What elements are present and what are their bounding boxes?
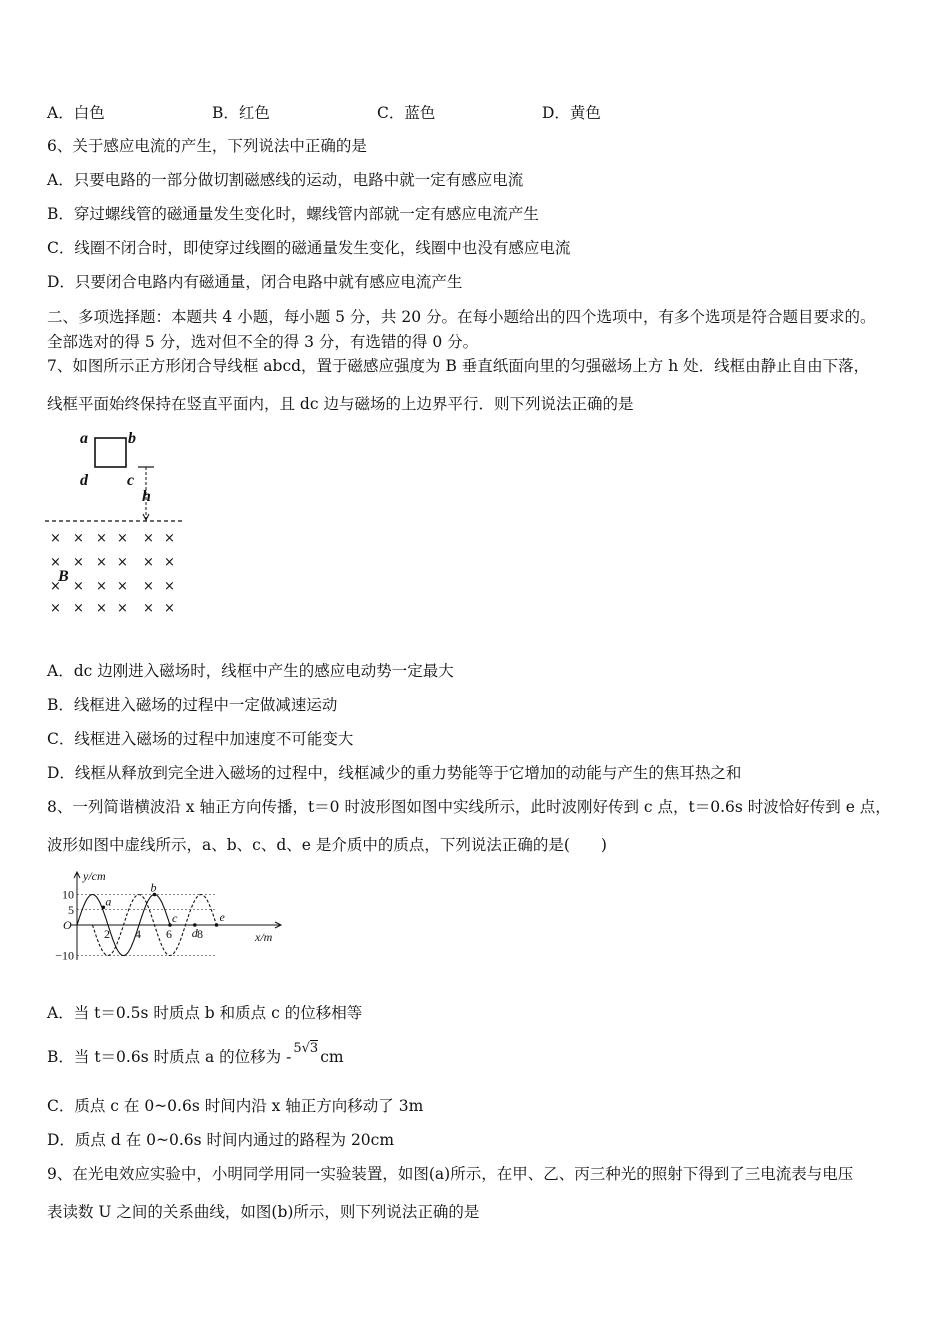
q8-stem-1: 8、一列简谐横波沿 x 轴正方向传播，t＝0 时波形图如图中实线所示，此时波刚好传到 c 点，t＝0.6s 时波恰好传到 e 点， (47, 798, 891, 816)
q6-option-d: D．只要闭合电路内有磁通量，闭合电路中就有感应电流产生 (47, 273, 463, 291)
field-cross-mark: × (117, 601, 128, 616)
q7-option-d: D．线框从释放到完全进入磁场的过程中，线框减少的重力势能等于它增加的动能与产生的焦耳热之和 (47, 764, 742, 782)
q6-option-a: A．只要电路的一部分做切割磁感线的运动，电路中就一定有感应电流 (47, 171, 524, 189)
field-cross-mark: × (117, 555, 128, 570)
field-cross-mark: × (117, 531, 128, 546)
y-tick-label: 10 (62, 887, 74, 902)
field-cross-mark: × (96, 555, 107, 570)
q8-wave-chart (55, 868, 295, 968)
field-cross-mark: × (164, 579, 175, 594)
field-cross-mark: × (73, 579, 84, 594)
q7-stem-2: 线框平面始终保持在竖直平面内，且 dc 边与磁场的上边界平行．则下列说法正确的是 (47, 395, 634, 413)
point-label-a: a (105, 894, 112, 909)
q6-stem: 6、关于感应电流的产生，下列说法中正确的是 (47, 137, 367, 155)
field-cross-mark: × (164, 601, 175, 616)
y-tick-label: 5 (68, 902, 74, 917)
y-tick-label: −10 (55, 948, 74, 963)
field-cross-mark: × (164, 555, 175, 570)
field-cross-mark: × (143, 601, 154, 616)
field-cross-mark: × (143, 555, 154, 570)
q5-option-c: C．蓝色 (377, 104, 436, 122)
q8-option-a: A．当 t＝0.5s 时质点 b 和质点 c 的位移相等 (47, 1004, 363, 1022)
point-label-b: b (150, 880, 157, 895)
fig7-label-b: b (128, 430, 136, 447)
q7-option-a: A．dc 边刚进入磁场时，线框中产生的感应电动势一定最大 (47, 662, 454, 680)
field-cross-mark: × (50, 579, 61, 594)
q5-options (47, 101, 807, 123)
point-label-d: d (191, 926, 198, 940)
field-cross-mark: × (96, 531, 107, 546)
q9-stem-1: 9、在光电效应实验中，小明同学用同一实验装置，如图(a)所示，在甲、乙、丙三种光的照射下得到了三电流表与电压 (47, 1165, 854, 1183)
fig7-label-B: B (58, 568, 69, 585)
field-cross-mark: × (117, 579, 128, 594)
q5-option-b: B．红色 (212, 104, 270, 122)
field-cross-mark: × (73, 601, 84, 616)
field-cross-mark: × (73, 555, 84, 570)
q8-option-d: D．质点 d 在 0~0.6s 时间内通过的路程为 20cm (47, 1131, 395, 1149)
fig7-label-c: c (127, 472, 135, 489)
section2-line2: 全部选对的得 5 分，选对但不全的得 3 分，有选错的得 0 分。 (47, 333, 479, 351)
origin-label: O (63, 918, 72, 932)
point-label-e: e (219, 910, 225, 924)
fig7-label-a: a (80, 430, 88, 447)
particle-e (215, 923, 219, 927)
fig7-wire-frame (95, 438, 126, 467)
q6-option-c: C．线圈不闭合时，即使穿过线圈的磁通量发生变化，线圈中也没有感应电流 (47, 239, 571, 257)
q7-stem-1: 7、如图所示正方形闭合导线框 abcd，置于磁感应强度为 B 垂直纸面向里的匀强磁场上方 h 处．线框由静止自由下落， (47, 357, 870, 375)
q8-option-b-text: B．当 t＝0.6s 时质点 a 的位移为 - (47, 1048, 292, 1066)
field-cross-mark: × (96, 601, 107, 616)
q9-stem-2: 表读数 U 之间的关系曲线，如图(b)所示，则下列说法正确的是 (47, 1203, 480, 1221)
x-axis-label: x/m (255, 930, 273, 944)
field-cross-mark: × (50, 601, 61, 616)
field-cross-mark: × (143, 579, 154, 594)
field-cross-mark: × (143, 531, 154, 546)
section2-line1: 二、多项选择题：本题共 4 小题，每小题 5 分，共 20 分。在每小题给出的四个选项中，有多个选项是符合题目要求的。 (47, 308, 876, 326)
q7-figure (40, 425, 190, 620)
x-tick-label: 6 (166, 927, 172, 941)
y-axis-label: y/cm (83, 869, 106, 883)
q8-option-c: C．质点 c 在 0~0.6s 时间内沿 x 轴正方向移动了 3m (47, 1097, 424, 1115)
sqrt-symbol: √ (301, 1041, 310, 1056)
fig7-label-h: h (142, 488, 151, 505)
field-cross-mark: × (73, 531, 84, 546)
x-tick-label: 8 (197, 927, 203, 941)
q8-option-b (47, 1040, 344, 1074)
x-tick-label: 2 (104, 927, 110, 941)
q8-option-b-unit: cm (320, 1048, 344, 1066)
point-label-c: c (172, 911, 178, 925)
q5-option-d: D．黄色 (542, 104, 601, 122)
q8-stem-2: 波形如图中虚线所示，a、b、c、d、e 是介质中的质点，下列说法正确的是( ) (47, 836, 607, 854)
x-tick-label: 4 (135, 927, 141, 941)
q6-option-b: B．穿过螺线管的磁通量发生变化时，螺线管内部就一定有感应电流产生 (47, 205, 539, 223)
q7-option-b: B．线框进入磁场的过程中一定做减速运动 (47, 696, 338, 714)
sqrt-coefficient: 5 (293, 1041, 302, 1056)
field-cross-mark: × (50, 555, 61, 570)
q7-option-c: C．线框进入磁场的过程中加速度不可能变大 (47, 730, 354, 748)
sqrt-expression (293, 1032, 318, 1066)
q5-option-a: A．白色 (47, 104, 105, 122)
field-cross-mark: × (50, 531, 61, 546)
field-cross-mark: × (164, 531, 175, 546)
fig7-label-d: d (80, 472, 88, 489)
sqrt-radicand: 3 (309, 1041, 319, 1056)
field-cross-mark: × (96, 579, 107, 594)
